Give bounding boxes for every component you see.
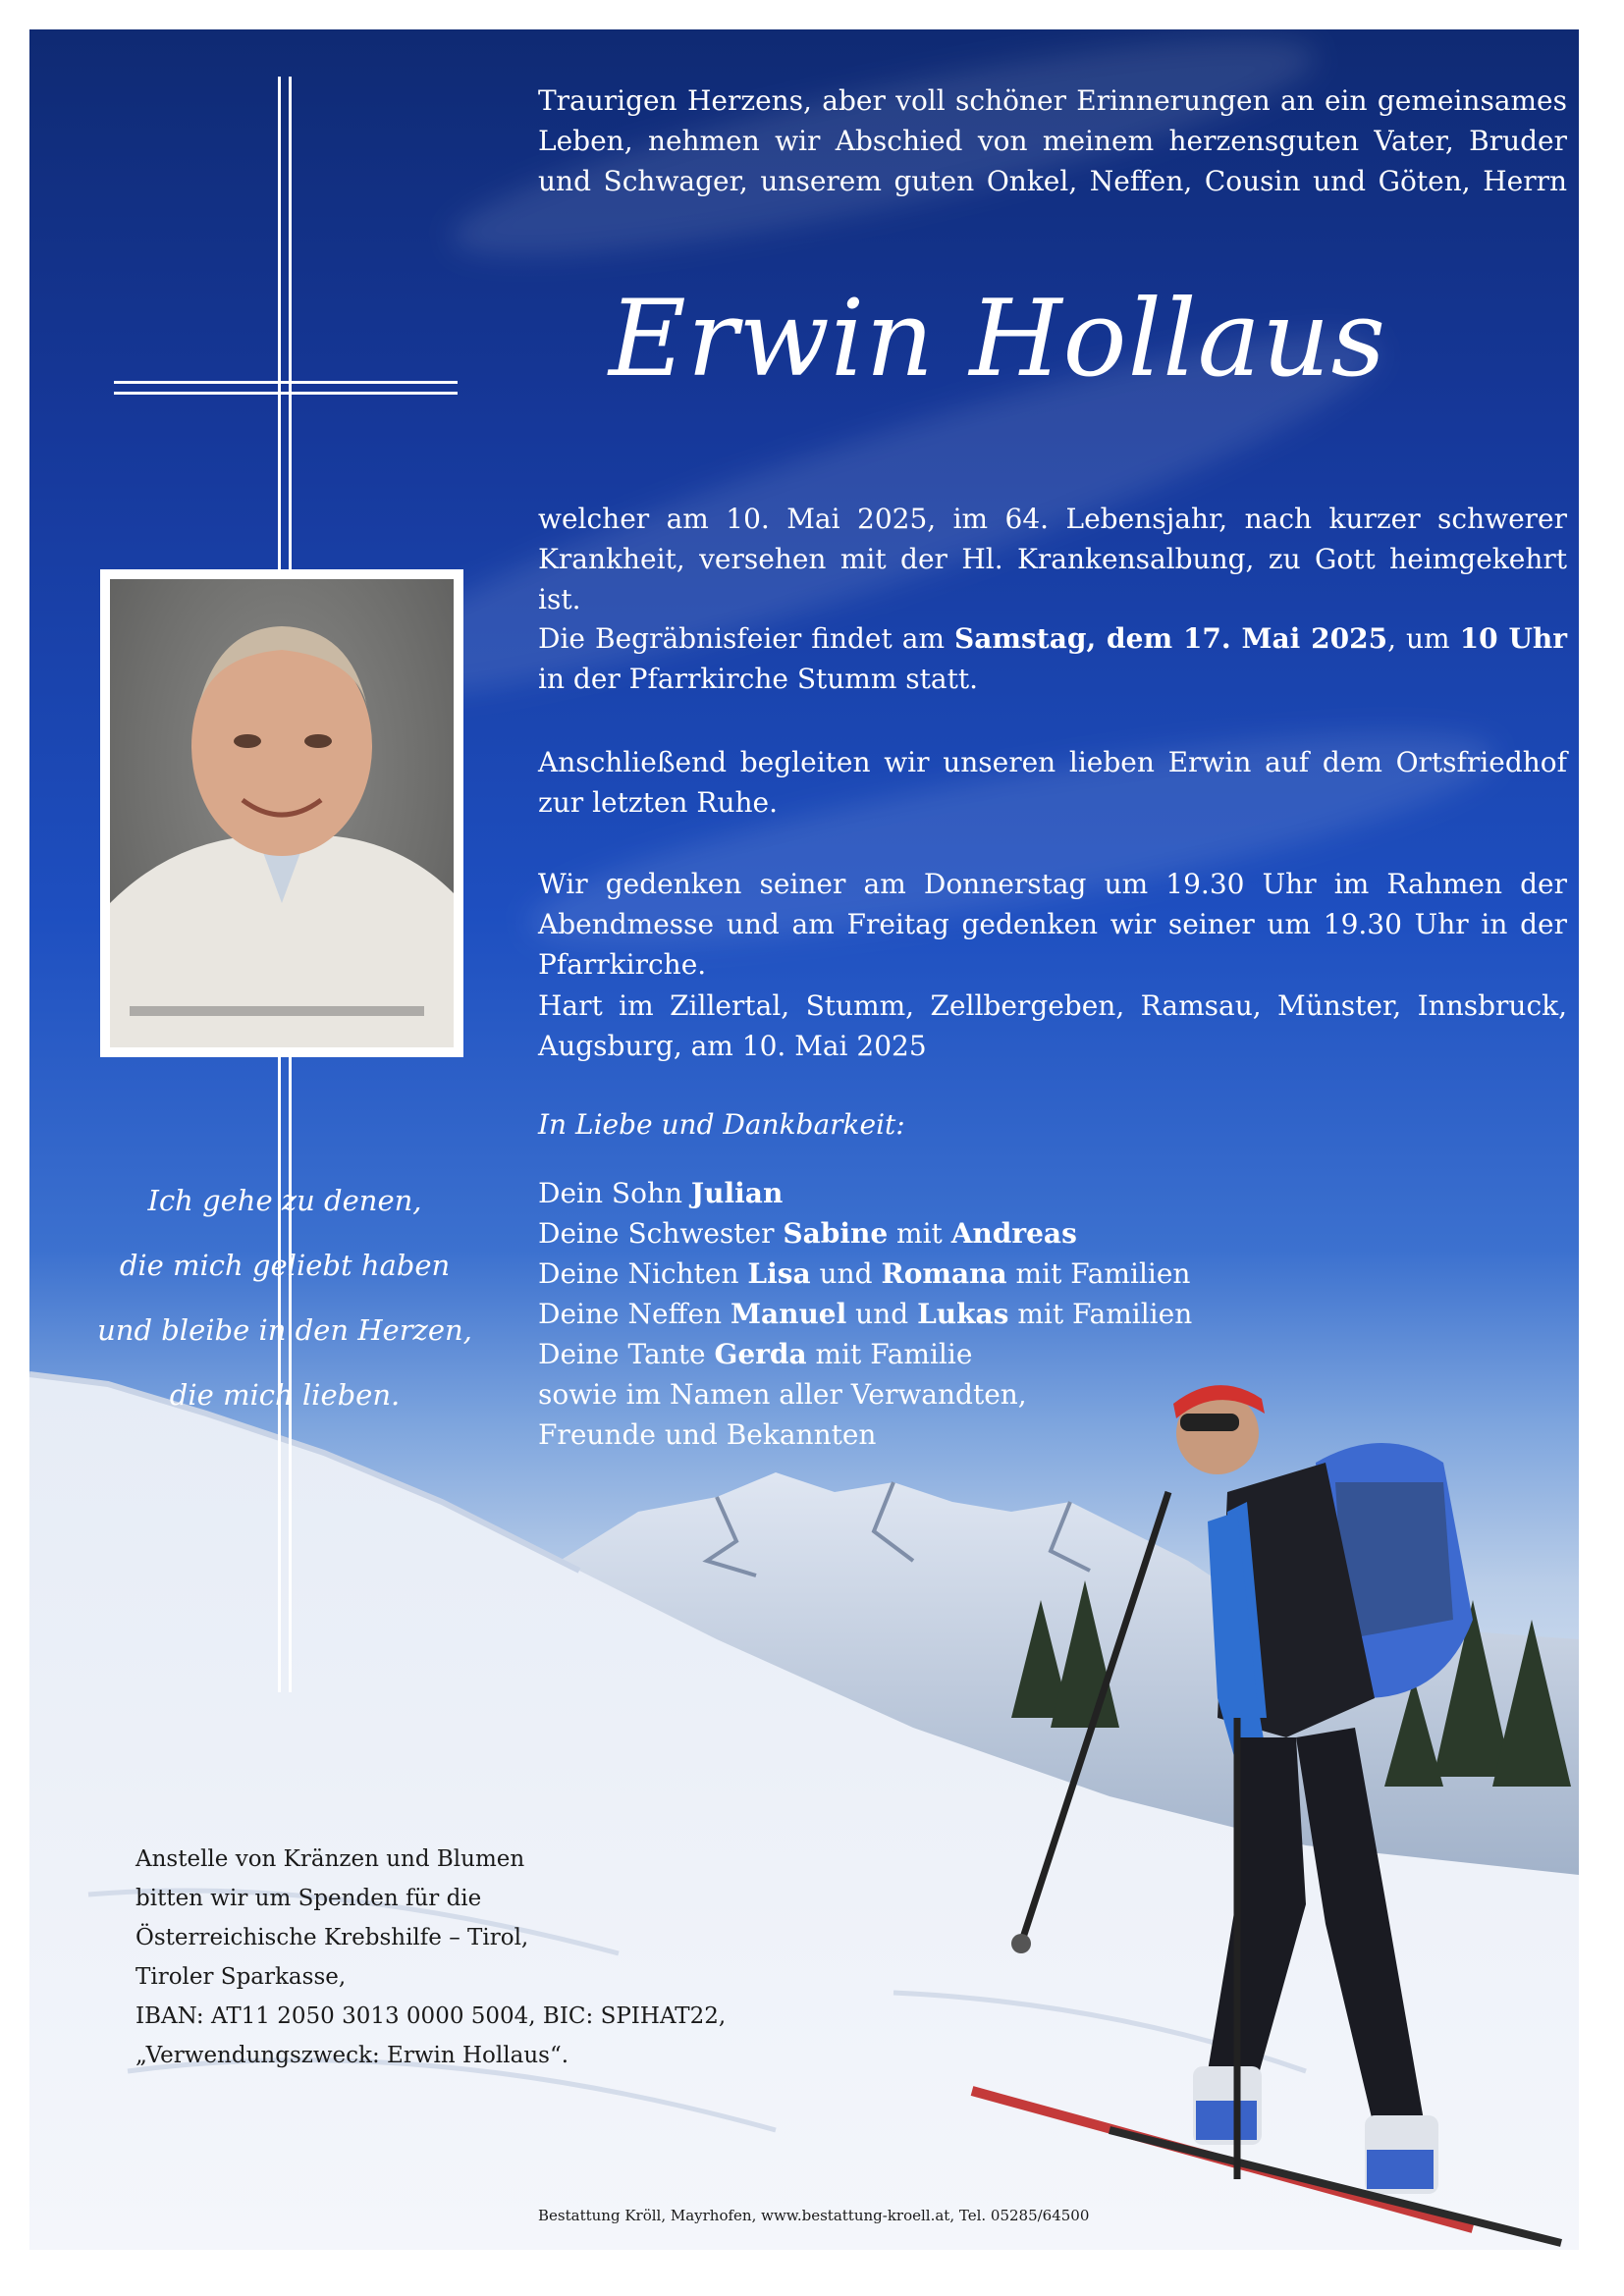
funeral-text: in der Pfarrkirche Stumm statt. [538,663,979,695]
donation-line: Österreichische Krebshilfe – Tirol, [135,1925,529,1950]
family-line: Deine Tante Gerda mit Familie [538,1338,973,1370]
funeral-home-footer: Bestattung Kröll, Mayrhofen, www.bestattung-kroell.at, Tel. 05285/64500 [538,2207,1090,2224]
donation-line: „Verwendungszweck: Erwin Hollaus“. [135,2043,569,2068]
remembrance-info: Wir gedenken seiner am Donnerstag um 19.30 Uhr im Rahmen der Abendmesse und am Freitag gedenken wir seiner um 19.30 Uhr in der Pfarrkirche. [538,868,1567,981]
gratitude-heading: In Liebe und Dankbarkeit: [538,1108,905,1141]
intro-text: Traurigen Herzens, aber voll schöner Erinnerungen an ein gemeinsames Leben, nehmen wir Abschied von meinem herzensguten Vater, Bruder und Schwager, unserem guten Onkel, Neffen, Cousin und Göten, Herrn [538,84,1567,197]
funeral-info [538,618,1567,699]
quote-line: die mich geliebt haben [119,1249,451,1282]
portrait-photo [110,579,454,1047]
quote-line: Ich gehe zu denen, [147,1184,422,1217]
family-list [538,1173,1324,1455]
portrait-frame [100,569,463,1057]
family-line: Deine Neffen Manuel und Lukas mit Familien [538,1298,1193,1330]
funeral-text: Die Begräbnisfeier findet am [538,622,955,655]
family-line: Deine Schwester Sabine mit Andreas [538,1217,1077,1250]
donation-line: IBAN: AT11 2050 3013 0000 5004, BIC: SPIHAT22, [135,2003,727,2029]
donation-line: Anstelle von Kränzen und Blumen [135,1846,525,1872]
family-line: Deine Nichten Lisa und Romana mit Familien [538,1257,1191,1290]
family-line: Freunde und Bekannten [538,1418,877,1451]
cross-horizontal [114,381,458,395]
donation-line: Tiroler Sparkasse, [135,1964,347,1990]
quote-line: die mich lieben. [169,1378,401,1412]
funeral-day: Samstag, dem 17. Mai 2025 [954,622,1388,655]
donation-line: bitten wir um Spenden für die [135,1886,482,1911]
death-notice: welcher am 10. Mai 2025, im 64. Lebensjahr, nach kurzer schwerer Krankheit, versehen mit der Hl. Krankensalbung, zu Gott heimgekehrt ist. [538,503,1567,615]
family-line: sowie im Namen aller Verwandten, [538,1378,1027,1411]
funeral-text: , um [1387,622,1460,655]
quote-line: und bleibe in den Herzen, [97,1313,472,1347]
memorial-quote [88,1168,481,1427]
places-date: Hart im Zillertal, Stumm, Zellbergeben, Ramsau, Münster, Innsbruck, Augsburg, am 10. Mai 2025 [538,989,1567,1062]
deceased-name: Erwin Hollaus [609,278,1386,400]
donation-notice [135,1840,842,2075]
funeral-time: 10 Uhr [1459,622,1567,655]
family-line: Dein Sohn Julian [538,1177,784,1209]
obituary-card [29,29,1579,2250]
burial-info: Anschließend begleiten wir unseren lieben Erwin auf dem Ortsfriedhof zur letzten Ruhe. [538,746,1567,819]
